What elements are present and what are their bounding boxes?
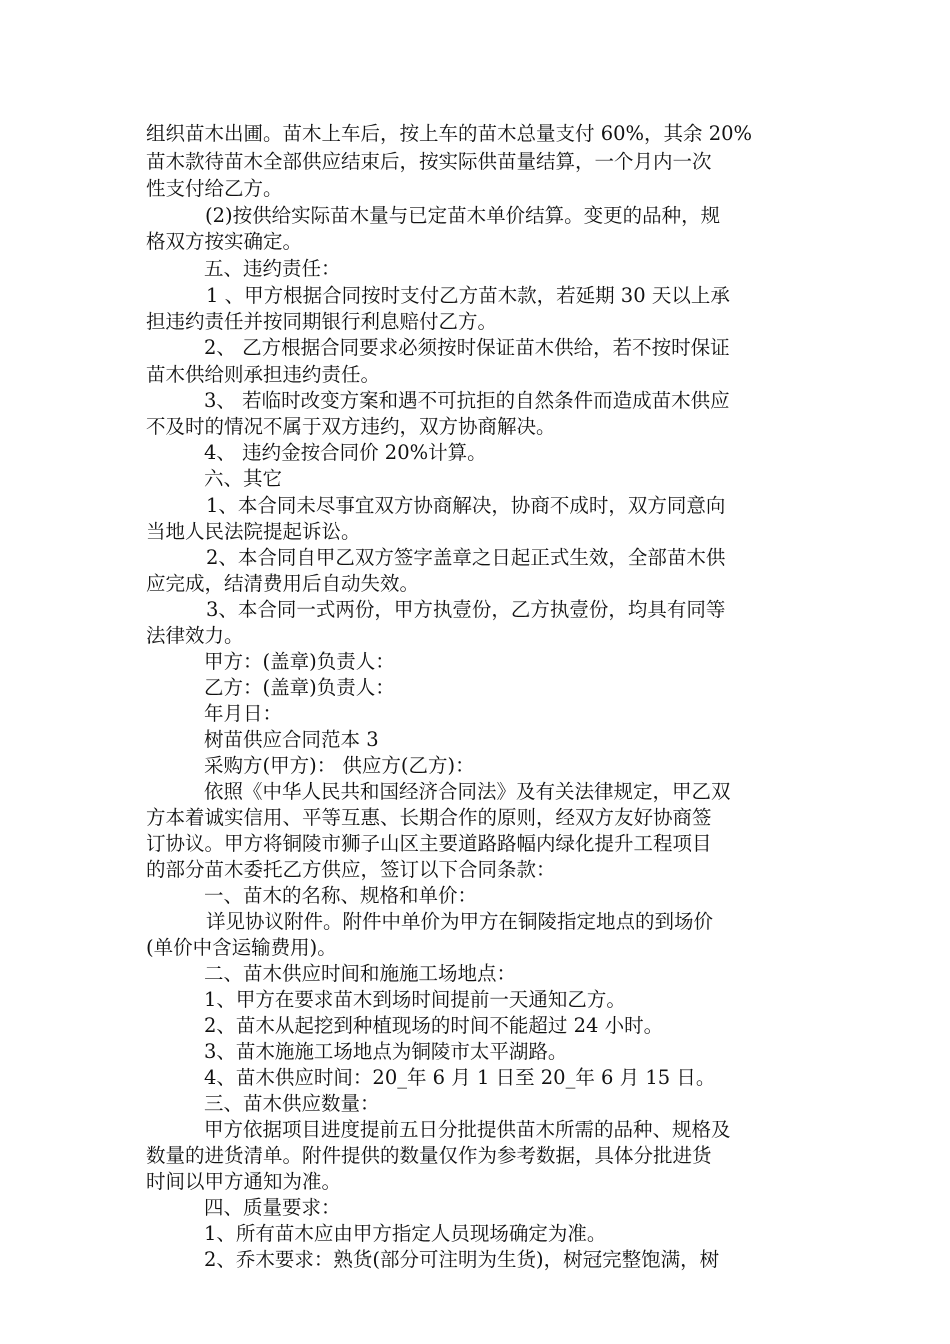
text-line: 3、 若临时改变方案和遇不可抗拒的自然条件而造成苗木供应	[204, 389, 730, 412]
text-line: 订协议。甲方将铜陵市狮子山区主要道路路幅内绿化提升工程项目	[146, 832, 712, 855]
text-line: 4、 违约金按合同价 20%计算。	[204, 441, 487, 464]
date-line: 年月日：	[204, 702, 283, 725]
text-line: (单价中含运输费用)。	[146, 936, 337, 959]
text-line: 2、乔木要求：熟货(部分可注明为生货)，树冠完整饱满，树	[204, 1248, 720, 1271]
document-title: 树苗供应合同范本 3	[204, 728, 379, 751]
text-line: 当地人民法院提起诉讼。	[146, 520, 361, 543]
section-heading: 四、质量要求：	[204, 1196, 341, 1219]
text-line: 1 、甲方根据合同按时支付乙方苗木款，若延期 30 天以上承	[206, 284, 730, 307]
text-line: 2、苗木从起挖到种植现场的时间不能超过 24 小时。	[204, 1014, 664, 1037]
text-line: 性支付给乙方。	[146, 177, 283, 200]
parties-line: 采购方(甲方)： 供应方(乙方)：	[204, 754, 475, 777]
text-line: 3、苗木施施工场地点为铜陵市太平湖路。	[204, 1040, 568, 1063]
text-line: 格双方按实确定。	[146, 230, 303, 253]
section-heading: 六、其它	[204, 467, 283, 490]
text-line: 法律效力。	[146, 624, 244, 647]
text-line: 甲方依据项目进度提前五日分批提供苗木所需的品种、规格及	[204, 1118, 731, 1141]
text-line: 方本着诚实信用、平等互惠、长期合作的原则，经双方友好协商签	[146, 806, 712, 829]
text-line: 1、本合同未尽事宜双方协商解决，协商不成时，双方同意向	[206, 494, 726, 517]
text-line: 2、 乙方根据合同要求必须按时保证苗木供给，若不按时保证	[204, 336, 730, 359]
section-heading: 一、苗木的名称、规格和单价：	[204, 884, 478, 907]
section-heading: 三、苗木供应数量：	[204, 1092, 380, 1115]
text-line: 苗木供给则承担违约责任。	[146, 363, 381, 386]
text-line: (2)按供给实际苗木量与已定苗木单价结算。变更的品种，规	[205, 204, 721, 227]
section-heading: 五、违约责任：	[204, 257, 341, 280]
text-line: 应完成，结清费用后自动失效。	[146, 572, 420, 595]
text-line: 组织苗木出圃。苗木上车后，按上车的苗木总量支付 60%，其余 20%	[146, 122, 753, 145]
text-line: 4、苗木供应时间：20_年 6 月 1 日至 20_年 6 月 15 日。	[204, 1066, 716, 1089]
section-heading: 二、苗木供应时间和施施工场地点：	[204, 962, 517, 985]
signature-line: 甲方：(盖章)负责人：	[204, 650, 395, 673]
text-line: 时间以甲方通知为准。	[146, 1170, 342, 1193]
signature-line: 乙方：(盖章)负责人：	[204, 676, 395, 699]
text-line: 担违约责任并按同期银行利息赔付乙方。	[146, 310, 498, 333]
text-line: 1、所有苗木应由甲方指定人员现场确定为准。	[204, 1222, 607, 1245]
text-line: 1、甲方在要求苗木到场时间提前一天通知乙方。	[204, 988, 626, 1011]
text-line: 苗木款待苗木全部供应结束后，按实际供苗量结算，一个月内一次	[146, 150, 712, 173]
text-line: 不及时的情况不属于双方违约，双方协商解决。	[146, 415, 556, 438]
text-line: 的部分苗木委托乙方供应，签订以下合同条款：	[146, 858, 556, 881]
text-line: 详见协议附件。附件中单价为甲方在铜陵指定地点的到场价	[206, 910, 714, 933]
text-line: 2、本合同自甲乙双方签字盖章之日起正式生效，全部苗木供	[206, 546, 726, 569]
text-line: 3、本合同一式两份，甲方执壹份，乙方执壹份，均具有同等	[206, 598, 726, 621]
text-line: 依照《中华人民共和国经济合同法》及有关法律规定，甲乙双	[204, 780, 731, 803]
text-line: 数量的进货清单。附件提供的数量仅作为参考数据，具体分批进货	[146, 1144, 712, 1167]
